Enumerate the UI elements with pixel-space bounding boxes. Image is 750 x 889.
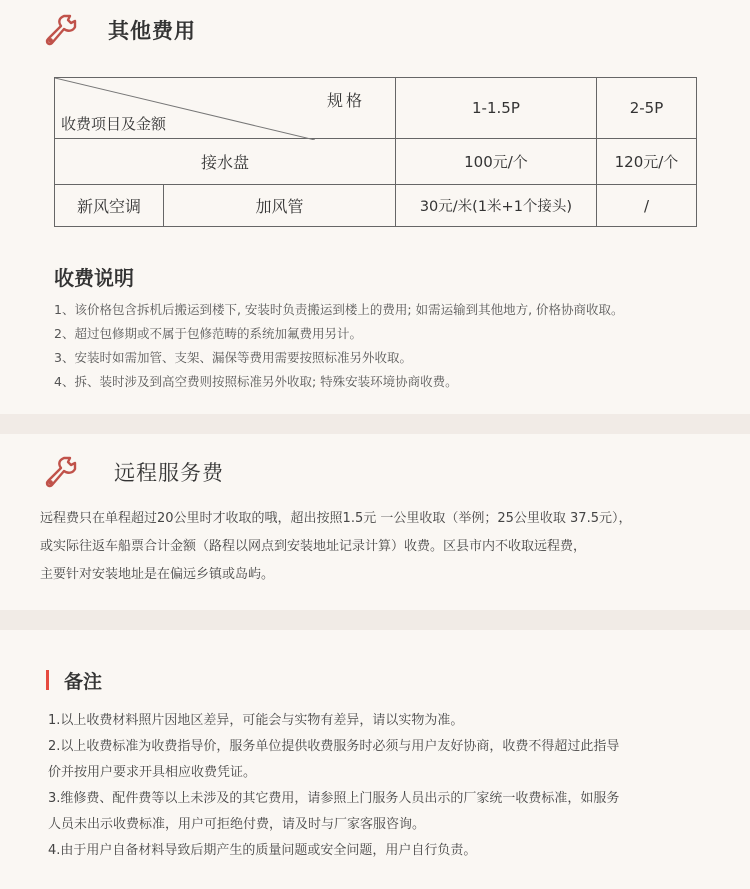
- remarks-list: [48, 708, 619, 864]
- notes-list: [54, 298, 624, 394]
- table-row: [55, 139, 697, 185]
- list-item: 3、安装时如需加管、支架、漏保等费用需要按照标准另外收取。: [54, 350, 412, 365]
- item-header: 收费项目及金额: [61, 115, 167, 133]
- wrench-icon: [42, 10, 82, 50]
- list-item: 价并按用户要求开具相应收费凭证。: [48, 765, 257, 780]
- row-label: 新风空调: [55, 185, 164, 227]
- table-cell: /: [596, 185, 696, 227]
- list-item: 2.以上收费标准为收费指导价，服务单位提供收费服务时必须与用户友好协商，收费不得超过此指导: [48, 739, 620, 754]
- paragraph-line: 主要针对安装地址是在偏远乡镇或岛屿。: [40, 567, 275, 582]
- column-header: 2-5P: [596, 78, 696, 139]
- table-header-row: [55, 78, 697, 139]
- row-label: 接水盘: [55, 139, 396, 185]
- wrench-icon: [42, 452, 82, 492]
- table-cell: 100元/个: [395, 139, 596, 185]
- table-cell: 120元/个: [596, 139, 696, 185]
- accent-bar: [46, 670, 49, 690]
- list-item: 4、拆、装时涉及到高空费则按照标准另外收取; 特殊安装环境协商收费。: [54, 374, 458, 389]
- table-row: [55, 185, 697, 227]
- list-item: 1.以上收费材料照片因地区差异，可能会与实物有差异，请以实物为准。: [48, 713, 464, 728]
- paragraph-line: 远程费只在单程超过20公里时才收取的哦，超出按照1.5元 一公里收取（举例；25公里收取 37.5元），: [40, 511, 632, 526]
- section-divider: [0, 610, 750, 630]
- other-fees-section: [0, 0, 750, 414]
- list-item: 人员未出示收费标准，用户可拒绝付费，请及时与厂家客服咨询。: [48, 817, 426, 832]
- list-item: 1、该价格包含拆机后搬运到楼下, 安装时负责搬运到楼上的费用; 如需运输到其他地方, 价格协商收取。: [54, 302, 624, 317]
- list-item: 2、超过包修期或不属于包修范畴的系统加氟费用另计。: [54, 326, 362, 341]
- table-cell: 30元/米(1米+1个接头): [395, 185, 596, 227]
- row-sublabel: 加风管: [164, 185, 396, 227]
- section-title: 其他费用: [108, 19, 196, 43]
- paragraph-line: 或实际往返车船票合计金额（路程以网点到安装地址记录计算）收费。区县市内不收取远程费，: [40, 539, 587, 554]
- diagonal-header-cell: [55, 78, 396, 139]
- remote-fee-text: [40, 505, 730, 589]
- list-item: 4.由于用户自备材料导致后期产生的质量问题或安全问题，用户自行负责。: [48, 843, 477, 858]
- remote-fee-heading: [42, 452, 224, 492]
- other-fees-heading: [42, 10, 196, 50]
- section-title: 远程服务费: [114, 461, 224, 485]
- remarks-title: 备注: [64, 671, 103, 693]
- spec-header: 规格: [326, 91, 365, 110]
- fees-table: [54, 77, 697, 227]
- notes-title: 收费说明: [54, 266, 134, 290]
- list-item: 3.维修费、配件费等以上未涉及的其它费用，请参照上门服务人员出示的厂家统一收费标准，如服务: [48, 791, 620, 806]
- column-header: 1-1.5P: [395, 78, 596, 139]
- section-divider: [0, 414, 750, 434]
